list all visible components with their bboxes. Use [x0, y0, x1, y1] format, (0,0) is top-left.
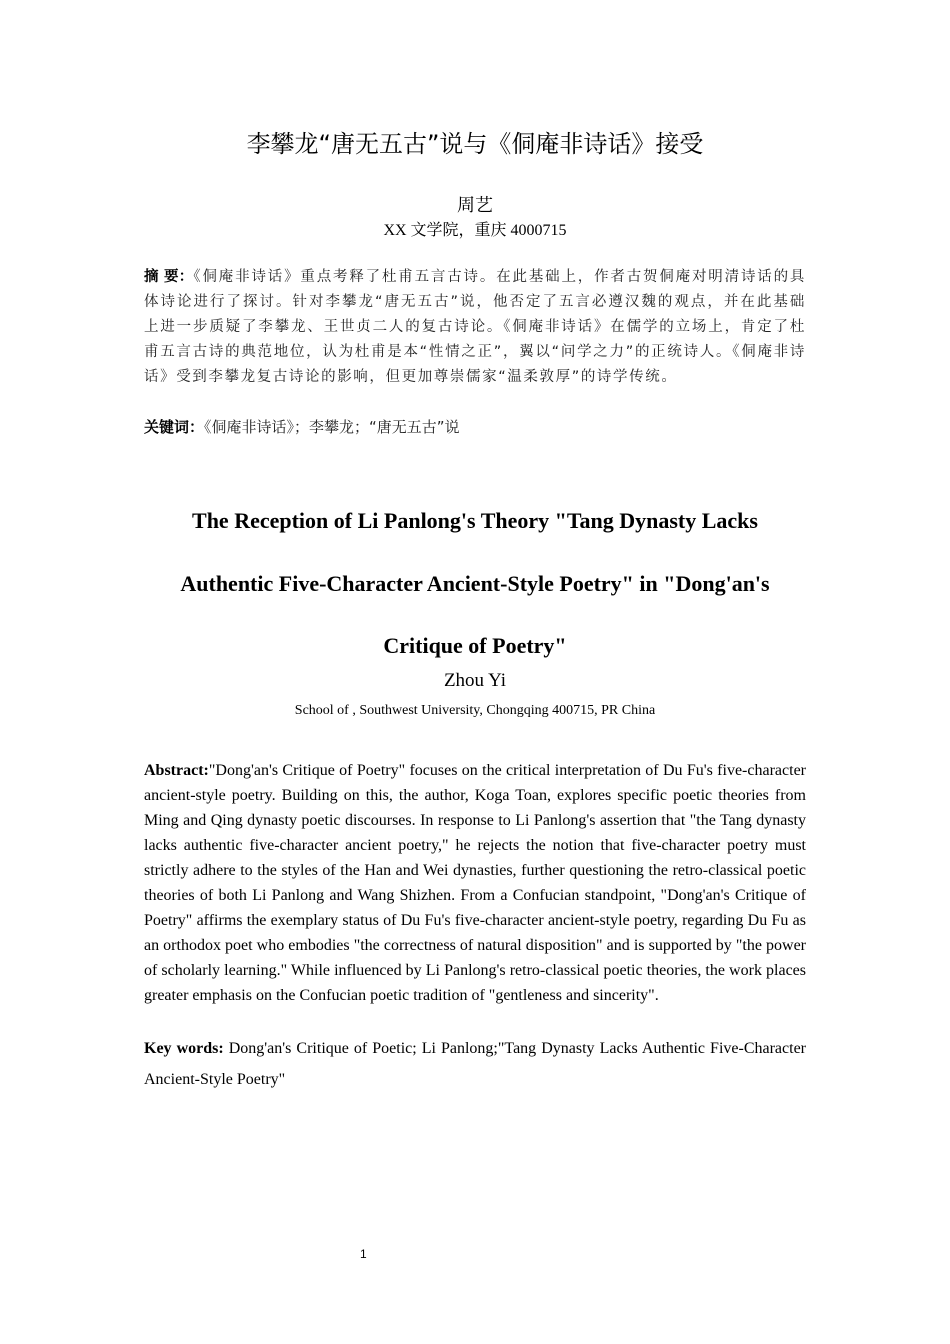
english-abstract [144, 758, 806, 1008]
chinese-keywords [144, 415, 806, 440]
english-title: The Reception of Li Panlong's Theory "Tang Dynasty Lacks Authentic Five-Character Ancient-Style Poetry" in "Dong'an's Critique of Poetry" [180, 508, 770, 658]
chinese-abstract [144, 265, 806, 390]
english-author: Zhou Yi [443, 670, 507, 691]
chinese-keywords-text: 《侗庵非诗话》；李攀龙；“唐无五古”说 [204, 418, 460, 436]
chinese-author: 周艺 [457, 195, 493, 215]
english-abstract-label: Abstract: [144, 762, 209, 779]
chinese-abstract-label: 摘 要： [144, 269, 194, 285]
english-keywords-text: Dong'an's Critique of Poetic; Li Panlong;"Tang Dynasty Lacks Authentic Five-Character Ancient-Style Poetry" [144, 1040, 807, 1088]
chinese-affiliation: XX 文学院，重庆 4000715 [383, 222, 567, 239]
chinese-keywords-label: 关键词： [144, 418, 205, 436]
english-affiliation: School of , Southwest University, Chongqing 400715, PR China [294, 703, 656, 718]
chinese-title: 李攀龙“唐无五古”说与《侗庵非诗话》接受 [246, 130, 704, 158]
english-abstract-text: "Dong'an's Critique of Poetry" focuses on the critical interpretation of Du Fu's five-character ancient-style poetry. Building on this, the author, Koga Toan, explores specific poetic theories from Ming and Qing dynasty poetic discourses. In response to Li Panlong's assertion that "the Tang dynasty lacks authentic five-character ancient poetry," he rejects the notion that five-character poetry must strictly adhere to the styles of the Han and Wei dynasties, further questioning the retro-classical poetic theories of both Li Panlong and Wang Shizhen. From a Confucian standpoint, "Dong'an's Critique of Poetry" affirms the exemplary status of Du Fu's five-character ancient-style poetry, regarding Du Fu as an orthodox poet who embodies "the correctness of natural disposition" and is supported by "the power of scholarly learning." While influenced by Li Panlong's retro-classical poetic theories, the work places greater emphasis on the Confucian poetic tradition of "gentleness and sincerity". [144, 762, 806, 1004]
page-number: 1 [360, 1247, 367, 1261]
english-keywords-label: Key words: [144, 1040, 224, 1057]
english-keywords [144, 1033, 806, 1095]
chinese-abstract-text: 《侗庵非诗话》重点考释了杜甫五言古诗。在此基础上，作者古贺侗庵对明清诗话的具体诗论进行了探讨。针对李攀龙“唐无五古”说，他否定了五言必遵汉魏的观点，并在此基础上进一步质疑了李攀龙、王世贞二人的复古诗论。《侗庵非诗话》在儒学的立场上，肯定了杜甫五言古诗的典范地位，认为杜甫是本“性情之正”，翼以“问学之力”的正统诗人。《侗庵非诗话》受到李攀龙复古诗论的影响，但更加尊崇儒家“温柔敦厚”的诗学传统。 [144, 269, 806, 385]
